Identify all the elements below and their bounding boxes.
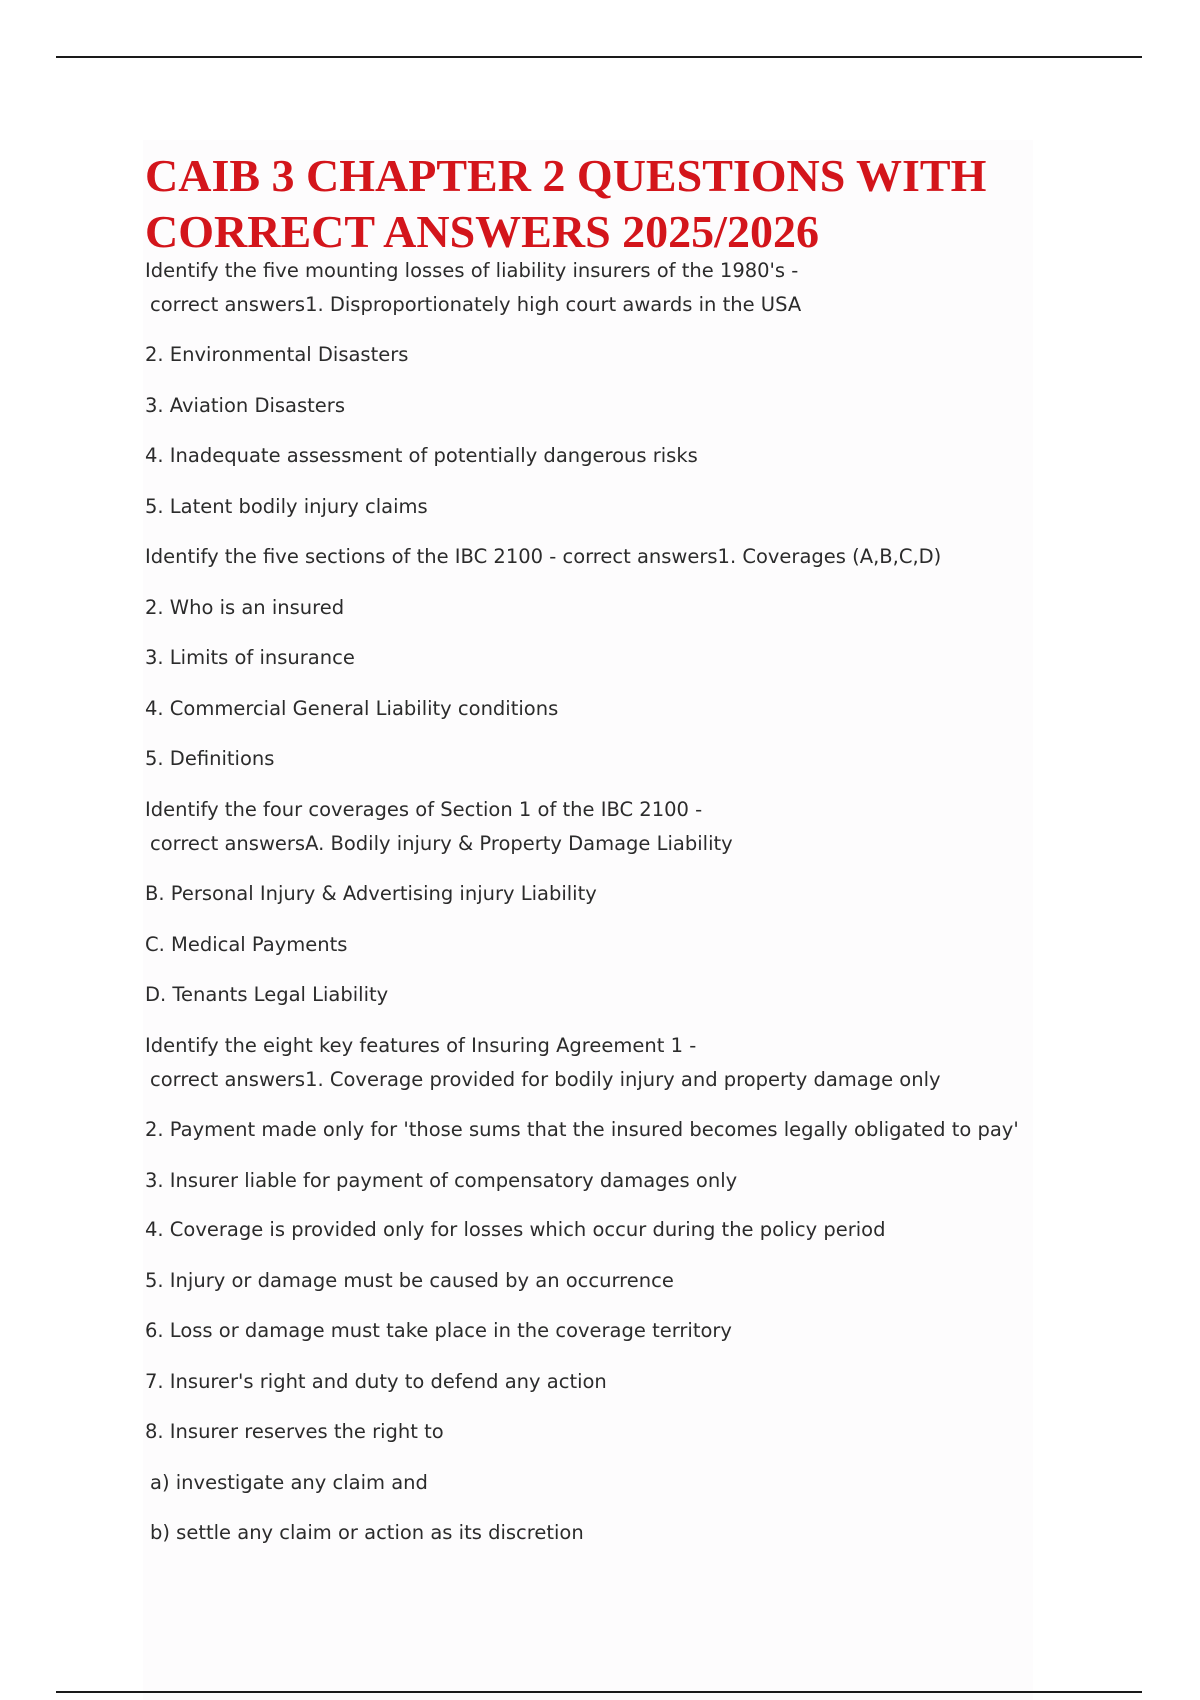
top-divider — [56, 56, 1142, 58]
answer-3-item-a: correct answersA. Bodily injury & Property Damage Liability — [150, 832, 733, 855]
answer-4-item-6: 6. Loss or damage must take place in the coverage territory — [145, 1319, 732, 1342]
answer-2-item-3: 3. Limits of insurance — [145, 646, 355, 669]
question-4: Identify the eight key features of Insuring Agreement 1 - — [145, 1034, 697, 1057]
answer-4-item-8b: b) settle any claim or action as its discretion — [150, 1521, 584, 1544]
answer-3-item-b: B. Personal Injury & Advertising injury Liability — [145, 882, 597, 905]
answer-4-item-1: correct answers1. Coverage provided for bodily injury and property damage only — [150, 1068, 941, 1091]
answer-4-item-3: 3. Insurer liable for payment of compensatory damages only — [145, 1169, 738, 1192]
answer-4-item-4: 4. Coverage is provided only for losses which occur during the policy period — [145, 1218, 886, 1241]
answer-4-item-7: 7. Insurer's right and duty to defend any action — [145, 1370, 607, 1393]
answer-3-item-c: C. Medical Payments — [145, 933, 348, 956]
title-line-2: CORRECT ANSWERS 2025/2026 — [145, 206, 819, 257]
question-1: Identify the five mounting losses of liability insurers of the 1980's - — [145, 259, 799, 282]
answer-2-item-5: 5. Definitions — [145, 747, 275, 770]
title-line-1: CAIB 3 CHAPTER 2 QUESTIONS WITH — [145, 150, 987, 201]
question-3: Identify the four coverages of Section 1 of the IBC 2100 - — [145, 798, 703, 821]
answer-1-item-3: 3. Aviation Disasters — [145, 394, 345, 417]
content-panel — [143, 140, 1033, 1700]
answer-4-item-8a: a) investigate any claim and — [150, 1471, 428, 1494]
answer-4-item-8: 8. Insurer reserves the right to — [145, 1420, 444, 1443]
document-title — [145, 148, 1045, 260]
answer-1-item-2: 2. Environmental Disasters — [145, 343, 409, 366]
answer-1-item-5: 5. Latent bodily injury claims — [145, 495, 428, 518]
answer-4-item-5: 5. Injury or damage must be caused by an occurrence — [145, 1269, 674, 1292]
answer-3-item-d: D. Tenants Legal Liability — [145, 983, 389, 1006]
bottom-divider — [56, 1691, 1142, 1693]
answer-1-item-1: correct answers1. Disproportionately high court awards in the USA — [150, 293, 802, 316]
question-2: Identify the five sections of the IBC 2100 - correct answers1. Coverages (A,B,C,D) — [145, 545, 942, 568]
answer-2-item-4: 4. Commercial General Liability conditions — [145, 697, 559, 720]
answer-2-item-2: 2. Who is an insured — [145, 596, 345, 619]
answer-4-item-2: 2. Payment made only for 'those sums that the insured becomes legally obligated to pay' — [145, 1118, 1019, 1141]
answer-1-item-4: 4. Inadequate assessment of potentially dangerous risks — [145, 444, 698, 467]
